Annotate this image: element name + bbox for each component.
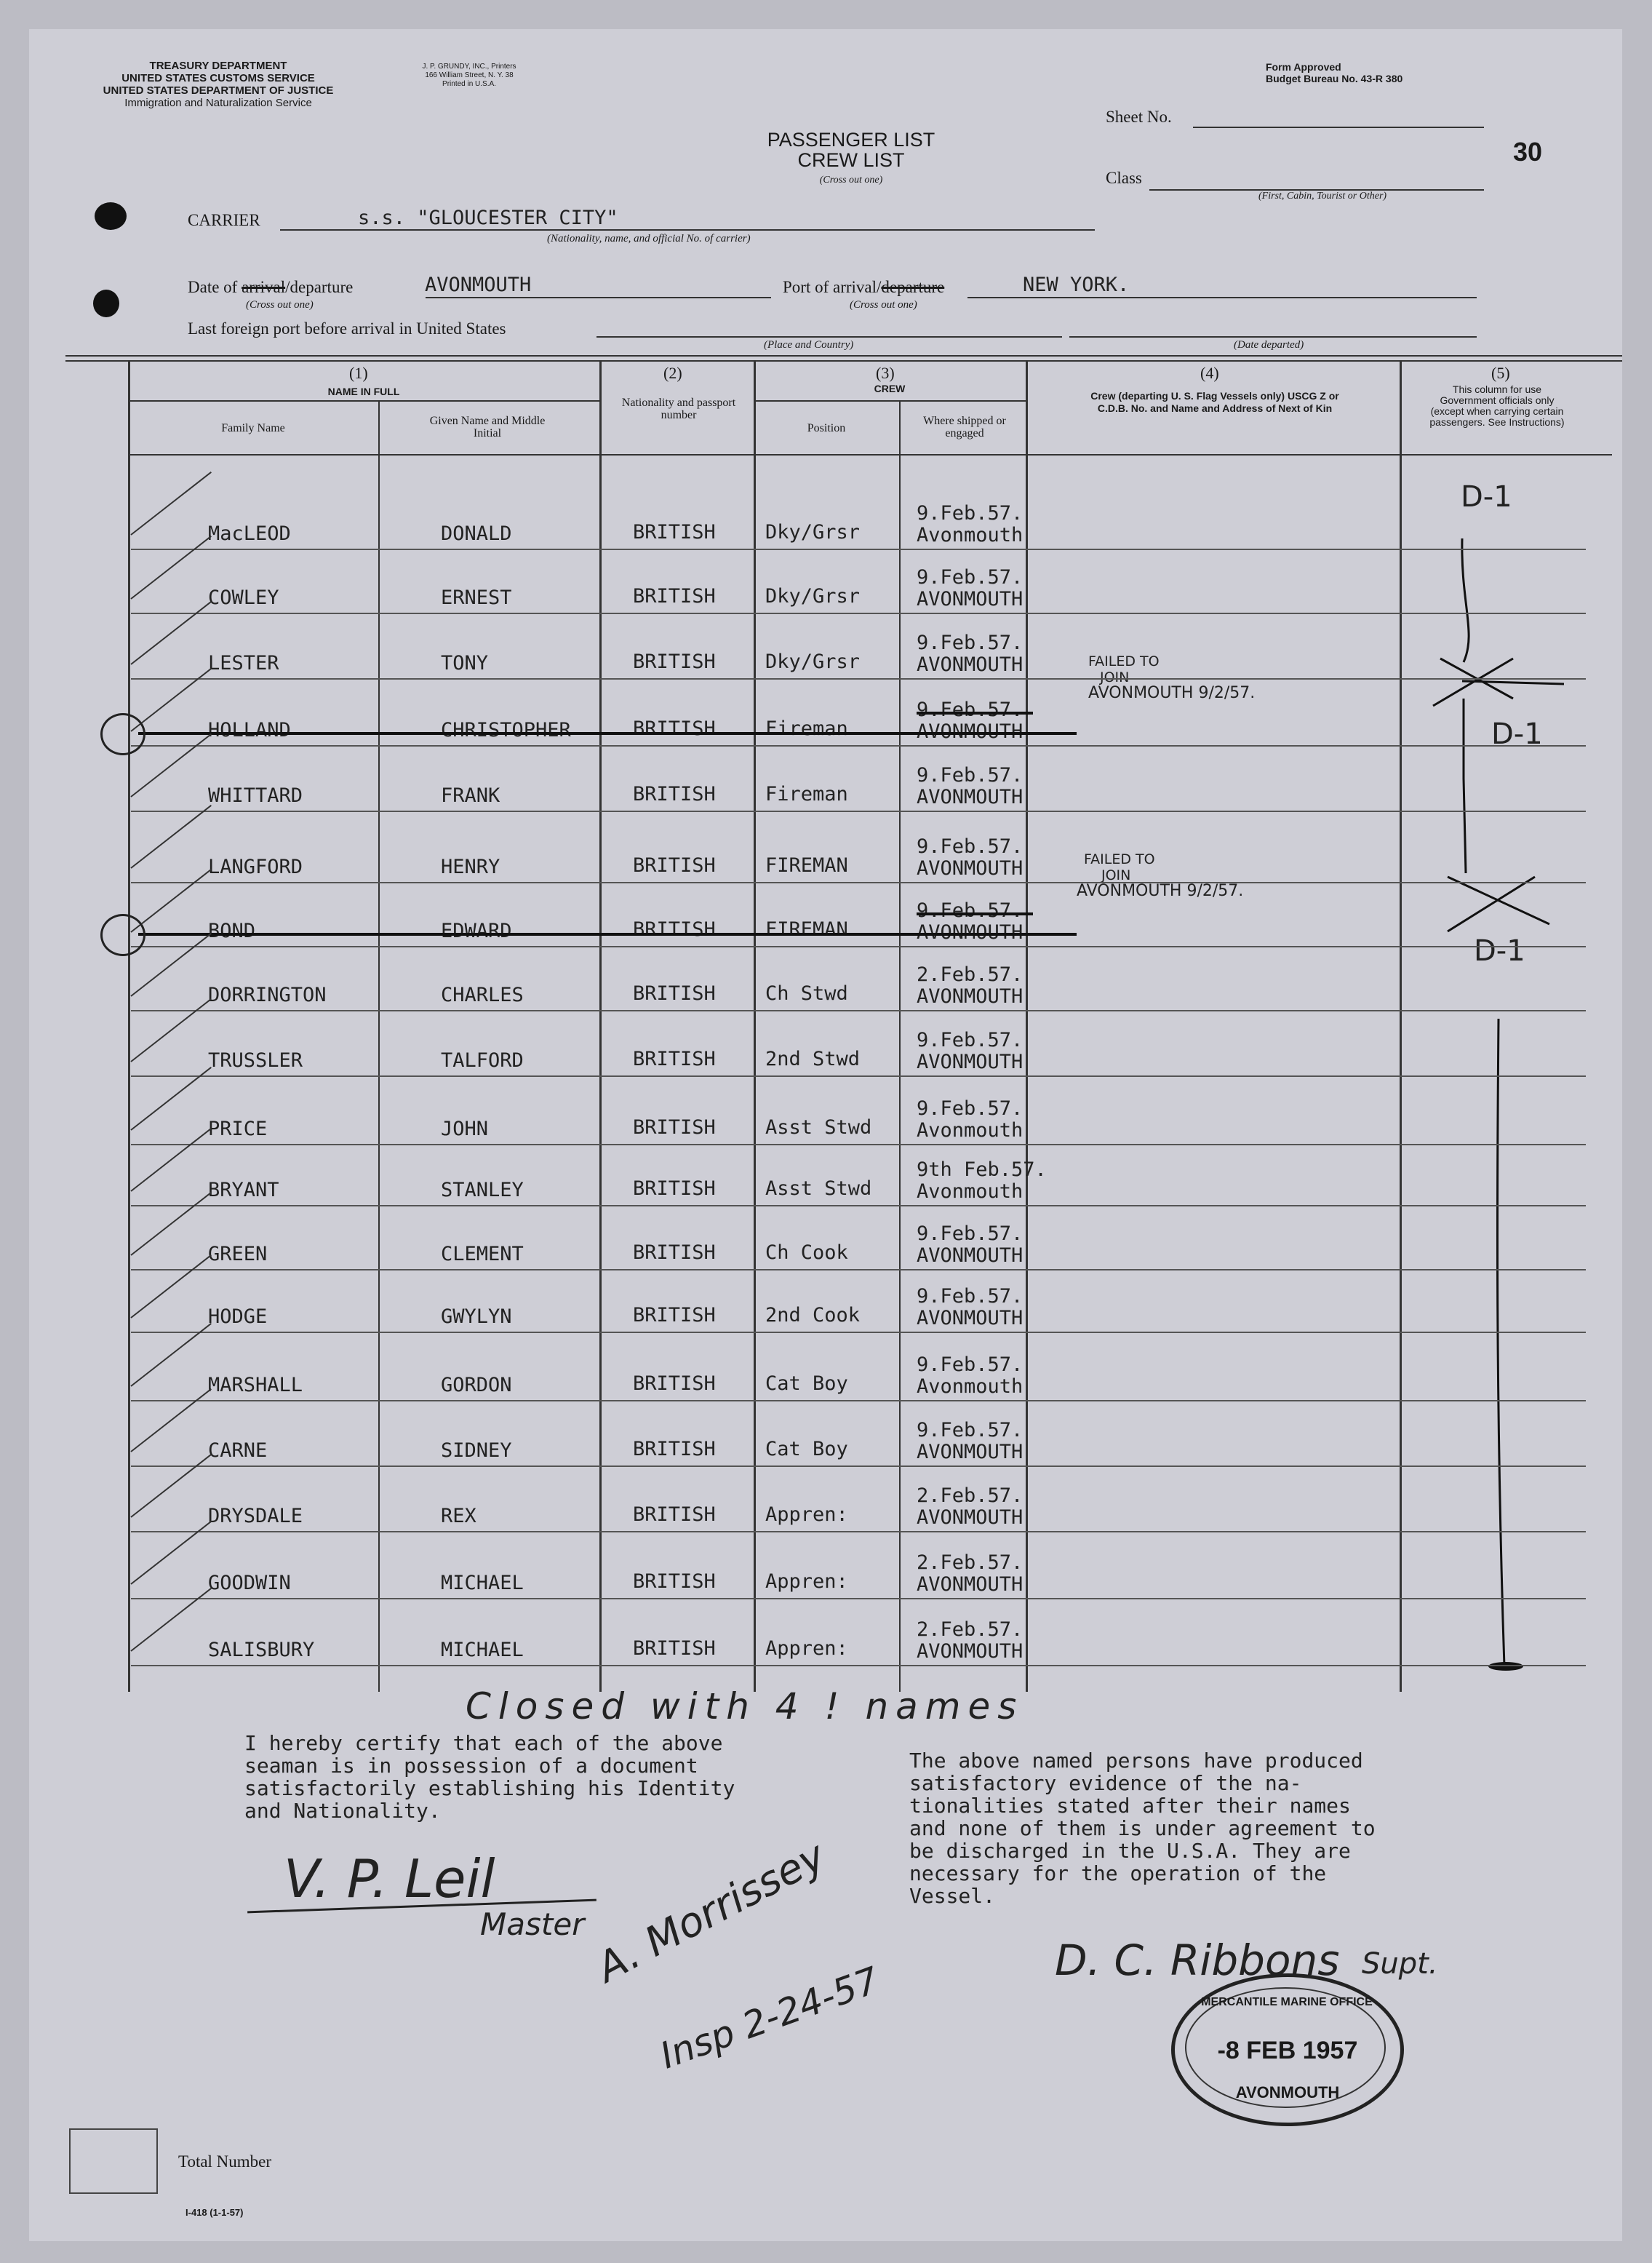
- port-label-text: Port of arrival/: [783, 278, 882, 296]
- bracket-end-mark: [1488, 1662, 1523, 1671]
- master-signature: V. P. Leil: [284, 1848, 495, 1909]
- family-name-cell: HOLLAND: [208, 719, 291, 741]
- table-column-line: [899, 400, 901, 1692]
- given-name-cell: DONALD: [441, 522, 512, 545]
- date-label-struck: arrival: [242, 278, 286, 296]
- table-row-line: [131, 1531, 1586, 1532]
- shipped-date-cell: 9.Feb.57.: [917, 835, 1023, 858]
- nationality-cell: BRITISH: [633, 1177, 716, 1200]
- nationality-cell: BRITISH: [633, 1637, 716, 1660]
- check-mark: [130, 1388, 212, 1452]
- circle-mark: [100, 914, 145, 956]
- port-label-struck: departure: [881, 278, 945, 296]
- date-label-prefix: Date of: [188, 278, 242, 296]
- family-name-cell: COWLEY: [208, 586, 279, 609]
- table-row-line: [131, 1075, 1586, 1077]
- port-note: (Cross out one): [850, 299, 917, 311]
- nationality-cell: BRITISH: [633, 783, 716, 806]
- where-header: Where shipped or engaged: [923, 415, 1006, 440]
- inspector-signature: A. Morrissey: [589, 1832, 834, 1992]
- bracket-line: [1497, 1019, 1504, 1666]
- x-cross-mark: [1462, 681, 1564, 684]
- table-column-line: [1026, 360, 1028, 1692]
- superintendent-title: Supt.: [1362, 1947, 1438, 1981]
- last-port-label: Last foreign port before arrival in United States: [188, 319, 506, 338]
- given-header: Given Name and Middle Initial: [429, 415, 546, 440]
- given-name-cell: CHRISTOPHER: [441, 719, 571, 741]
- form-approved-line: Budget Bureau No. 43-R 380: [1266, 73, 1403, 84]
- total-number-box[interactable]: [69, 2128, 158, 2194]
- shipped-place-cell: AVONMOUTH: [917, 720, 1023, 743]
- table-top-border: [65, 355, 1622, 357]
- shipped-date-cell: 2.Feb.57.: [917, 1618, 1023, 1641]
- failed-note: [1059, 653, 1255, 701]
- nationality-cell: BRITISH: [633, 982, 716, 1005]
- total-label: Total Number: [178, 2152, 272, 2171]
- given-name-cell: SIDNEY: [441, 1439, 512, 1462]
- nationality-cell: BRITISH: [633, 585, 716, 608]
- carrier-underline: [280, 229, 1095, 231]
- header-divider: [754, 400, 1026, 402]
- d1-mark: D-1: [1491, 717, 1543, 751]
- position-cell: Dky/Grsr: [765, 521, 861, 544]
- last-port-underline: [596, 336, 1062, 338]
- col2-number: (2): [663, 364, 682, 382]
- crew-list-form: [29, 29, 1622, 2241]
- position-cell: Asst Stwd: [765, 1116, 872, 1139]
- shipped-date-cell: 9.Feb.57.: [917, 566, 1023, 589]
- agency-block: [51, 60, 386, 109]
- position-cell: Fireman: [765, 783, 848, 806]
- position-cell: 2nd Cook: [765, 1304, 861, 1327]
- date-label: [188, 278, 353, 297]
- place-note: (Place and Country): [764, 339, 854, 351]
- sheet-underline: [1193, 127, 1484, 128]
- strike-through-line: [917, 712, 1033, 715]
- class-label: Class: [1106, 169, 1142, 187]
- check-mark: [130, 998, 212, 1062]
- class-note: (First, Cabin, Tourist or Other): [1258, 191, 1387, 202]
- given-name-cell: FRANK: [441, 784, 500, 807]
- nationality-cell: BRITISH: [633, 1438, 716, 1460]
- form-number: I-418 (1-1-57): [185, 2207, 244, 2218]
- family-name-cell: BRYANT: [208, 1179, 279, 1201]
- position-cell: Dky/Grsr: [765, 651, 861, 673]
- position-cell: Ch Cook: [765, 1241, 848, 1264]
- table-row-line: [131, 549, 1586, 550]
- failed-note-line: FAILED TO: [1084, 851, 1155, 867]
- printer-line: J. P. GRUNDY, INC., Printers: [422, 63, 516, 71]
- position-cell: Appren:: [765, 1570, 848, 1593]
- shipped-date-cell: 2.Feb.57.: [917, 1551, 1023, 1574]
- family-name-cell: LESTER: [208, 652, 279, 675]
- position-cell: Appren:: [765, 1503, 848, 1526]
- stamp-top-text: MERCANTILE MARINE OFFICE: [1201, 1996, 1373, 2008]
- family-name-cell: DORRINGTON: [208, 984, 327, 1006]
- family-name-cell: TRUSSLER: [208, 1049, 303, 1072]
- check-mark: [130, 1192, 212, 1256]
- family-name-cell: DRYSDALE: [208, 1505, 303, 1527]
- agency-line: UNITED STATES DEPARTMENT OF JUSTICE: [103, 84, 334, 97]
- date-value: AVONMOUTH: [425, 274, 532, 296]
- strike-through-line: [138, 933, 1077, 936]
- circle-mark: [100, 713, 145, 755]
- position-cell: Cat Boy: [765, 1372, 848, 1395]
- table-top-border: [65, 360, 1622, 362]
- family-name-cell: MARSHALL: [208, 1374, 303, 1396]
- date-label-suffix: /departure: [285, 278, 354, 296]
- given-name-cell: REX: [441, 1505, 476, 1527]
- shipped-place-cell: AVONMOUTH: [917, 653, 1023, 676]
- col3-number: (3): [876, 364, 895, 382]
- failed-note-line: JOIN: [1100, 669, 1130, 685]
- shipped-date-cell: 9th Feb.57.: [917, 1158, 1047, 1181]
- nationality-cell: BRITISH: [633, 1503, 716, 1526]
- check-mark: [130, 472, 212, 536]
- printer-line: 166 William Street, N. Y. 38: [425, 71, 514, 79]
- table-row-line: [131, 1665, 1586, 1666]
- given-name-cell: STANLEY: [441, 1179, 524, 1201]
- date-departed-note: (Date departed): [1234, 339, 1304, 351]
- header-bottom-line: [128, 454, 1612, 456]
- shipped-place-cell: AVONMOUTH: [917, 1307, 1023, 1329]
- date-underline: [426, 297, 771, 298]
- shipped-date-cell: 9.Feb.57.: [917, 632, 1023, 654]
- officer-certification: The above named persons have produced satisfactory evidence of the na- tionalities stated after their names and none of them is under agreement to be discharged in the U.S.A. They are necessary for the operation of the Vessel.: [909, 1749, 1376, 1908]
- port-label: [783, 278, 944, 297]
- check-mark: [130, 601, 212, 665]
- col4-title: Crew (departing U. S. Flag Vessels only) USCG Z or C.D.B. No. and Name and Address of Next of Kin: [1090, 390, 1339, 414]
- shipped-date-cell: 2.Feb.57.: [917, 963, 1023, 986]
- inspector-note: Insp 2-24-57: [655, 1959, 885, 2077]
- table-row-line: [131, 1465, 1586, 1467]
- given-name-cell: HENRY: [441, 856, 500, 878]
- shipped-place-cell: Avonmouth: [917, 1375, 1023, 1398]
- family-name-cell: PRICE: [208, 1118, 268, 1140]
- carrier-value: s.s. "GLOUCESTER CITY": [358, 207, 618, 229]
- failed-note-line: AVONMOUTH 9/2/57.: [1088, 684, 1256, 702]
- position-cell: Ch Stwd: [765, 982, 848, 1005]
- shipped-place-cell: AVONMOUTH: [917, 1640, 1023, 1663]
- check-mark: [130, 1254, 212, 1319]
- bracket-line: [1464, 699, 1466, 873]
- strike-through-line: [917, 912, 1033, 915]
- printer-line: Printed in U.S.A.: [442, 80, 496, 88]
- table-row-line: [131, 1269, 1586, 1270]
- bracket-line: [1462, 538, 1469, 662]
- position-cell: FIREMAN: [765, 918, 848, 941]
- position-cell: Cat Boy: [765, 1438, 848, 1460]
- nationality-cell: BRITISH: [633, 854, 716, 877]
- agency-line: Immigration and Naturalization Service: [124, 97, 312, 109]
- table-column-line: [128, 360, 130, 1692]
- form-approved-line: Form Approved: [1266, 61, 1341, 73]
- family-name-cell: CARNE: [208, 1439, 268, 1462]
- table-row-line: [131, 1010, 1586, 1011]
- position-header: Position: [807, 422, 846, 434]
- nationality-cell: BRITISH: [633, 918, 716, 941]
- nationality-cell: BRITISH: [633, 717, 716, 740]
- office-stamp: [1171, 1973, 1404, 2126]
- nationality-cell: BRITISH: [633, 1241, 716, 1264]
- table-row-line: [131, 678, 1586, 680]
- family-header: Family Name: [221, 422, 285, 434]
- table-row-line: [131, 946, 1586, 947]
- shipped-place-cell: AVONMOUTH: [917, 857, 1023, 880]
- column5-annotations: [1404, 458, 1615, 1695]
- given-name-cell: JOHN: [441, 1118, 489, 1140]
- failed-note: [1048, 851, 1243, 899]
- position-cell: 2nd Stwd: [765, 1048, 861, 1070]
- table-column-line: [378, 400, 380, 1692]
- carrier-note: (Nationality, name, and official No. of carrier): [547, 233, 751, 244]
- punch-hole: [93, 290, 119, 317]
- table-row-line: [131, 1598, 1586, 1599]
- position-cell: Asst Stwd: [765, 1177, 872, 1200]
- table-row-line: [131, 745, 1586, 747]
- check-mark: [130, 536, 212, 600]
- shipped-place-cell: AVONMOUTH: [917, 1506, 1023, 1529]
- family-name-cell: LANGFORD: [208, 856, 303, 878]
- master-certification: I hereby certify that each of the above seaman is in possession of a document satisfactorily establishing his Identity and Nationality.: [244, 1731, 735, 1823]
- family-name-cell: WHITTARD: [208, 784, 303, 807]
- carrier-label: CARRIER: [188, 211, 260, 229]
- shipped-date-cell: 9.Feb.57.: [917, 1097, 1023, 1120]
- stamp-bottom-text: AVONMOUTH: [1235, 2083, 1340, 2101]
- strike-through-line: [138, 732, 1077, 735]
- shipped-date-cell: 9.Feb.57.: [917, 699, 1023, 721]
- given-name-cell: ERNEST: [441, 586, 512, 609]
- sheet-number: 30: [1513, 137, 1543, 167]
- given-name-cell: MICHAEL: [441, 1572, 524, 1594]
- position-cell: Fireman: [765, 717, 848, 740]
- port-underline: [967, 297, 1477, 298]
- given-name-cell: GWYLYN: [441, 1305, 512, 1328]
- failed-note-line: FAILED TO: [1088, 653, 1160, 669]
- col4-number: (4): [1200, 364, 1219, 382]
- date-note: (Cross out one): [246, 299, 314, 311]
- shipped-place-cell: AVONMOUTH: [917, 588, 1023, 611]
- given-name-cell: GORDON: [441, 1374, 512, 1396]
- failed-note-line: AVONMOUTH 9/2/57.: [1077, 882, 1244, 900]
- shipped-place-cell: AVONMOUTH: [917, 786, 1023, 808]
- family-name-cell: BOND: [208, 920, 256, 942]
- nationality-cell: BRITISH: [633, 1116, 716, 1139]
- nationality-cell: BRITISH: [633, 1372, 716, 1395]
- d1-mark: D-1: [1461, 480, 1512, 514]
- shipped-place-cell: AVONMOUTH: [917, 921, 1023, 944]
- shipped-place-cell: AVONMOUTH: [917, 985, 1023, 1008]
- form-approved-block: [1266, 61, 1402, 84]
- table-row-line: [131, 811, 1586, 812]
- table-row-line: [131, 1144, 1586, 1145]
- failed-note-line: JOIN: [1101, 867, 1131, 883]
- sheet-label: Sheet No.: [1106, 108, 1172, 126]
- table-column-line: [1400, 360, 1402, 1692]
- header-divider: [128, 400, 599, 402]
- position-cell: FIREMAN: [765, 854, 848, 877]
- shipped-date-cell: 9.Feb.57.: [917, 1285, 1023, 1308]
- given-name-cell: CLEMENT: [441, 1243, 524, 1265]
- position-cell: Dky/Grsr: [765, 585, 861, 608]
- nationality-cell: BRITISH: [633, 521, 716, 544]
- agency-line: TREASURY DEPARTMENT: [149, 60, 287, 72]
- col3-title: CREW: [874, 383, 906, 394]
- shipped-date-cell: 9.Feb.57.: [917, 1419, 1023, 1441]
- table-row-line: [131, 1332, 1586, 1333]
- x-cross-mark: [1448, 877, 1535, 931]
- nationality-cell: BRITISH: [633, 1570, 716, 1593]
- shipped-place-cell: AVONMOUTH: [917, 1573, 1023, 1596]
- table-row-line: [131, 1205, 1586, 1206]
- check-mark: [130, 1454, 212, 1518]
- given-name-cell: EDWARD: [441, 920, 512, 942]
- shipped-place-cell: AVONMOUTH: [917, 1244, 1023, 1267]
- check-mark: [130, 1128, 212, 1192]
- col2-title: Nationality and passport number: [621, 397, 736, 421]
- given-name-cell: TONY: [441, 652, 489, 675]
- closed-note: Closed with 4 ! names: [466, 1685, 1024, 1727]
- shipped-place-cell: AVONMOUTH: [917, 1441, 1023, 1463]
- nationality-cell: BRITISH: [633, 651, 716, 673]
- shipped-date-cell: 2.Feb.57.: [917, 1484, 1023, 1507]
- table-row-line: [131, 613, 1586, 614]
- table-row-line: [131, 882, 1586, 883]
- agency-line: UNITED STATES CUSTOMS SERVICE: [121, 72, 315, 84]
- title-block: [720, 130, 982, 191]
- superintendent-signature: D. C. Ribbons: [1055, 1936, 1340, 1985]
- col1-number: (1): [349, 364, 368, 382]
- table-row-line: [131, 1400, 1586, 1401]
- family-name-cell: GREEN: [208, 1243, 268, 1265]
- stamp-date: -8 FEB 1957: [1217, 2037, 1358, 2064]
- title-passenger: PASSENGER LIST: [767, 129, 935, 151]
- check-mark: [130, 869, 212, 933]
- port-value: NEW YORK.: [1023, 274, 1130, 296]
- check-mark: [130, 805, 212, 869]
- family-name-cell: SALISBURY: [208, 1639, 315, 1661]
- family-name-cell: MacLEOD: [208, 522, 291, 545]
- shipped-date-cell: 9.Feb.57.: [917, 1353, 1023, 1376]
- d1-mark: D-1: [1474, 934, 1525, 968]
- master-title: Master: [480, 1906, 585, 1942]
- col5-title: This column for use Government officials only (except when carrying certain passengers. See Instructions): [1429, 383, 1565, 428]
- family-name-cell: HODGE: [208, 1305, 268, 1328]
- table-column-line: [754, 360, 756, 1692]
- col1-title: NAME IN FULL: [327, 386, 400, 397]
- title-note: (Cross out one): [819, 175, 883, 186]
- shipped-place-cell: Avonmouth: [917, 1180, 1023, 1203]
- shipped-date-cell: 9.Feb.57.: [917, 502, 1023, 525]
- position-cell: Appren:: [765, 1637, 848, 1660]
- nationality-cell: BRITISH: [633, 1304, 716, 1327]
- title-crew: CREW LIST: [797, 149, 905, 171]
- shipped-date-cell: 9.Feb.57.: [917, 1029, 1023, 1051]
- shipped-place-cell: Avonmouth: [917, 524, 1023, 546]
- printer-block: [393, 63, 546, 89]
- shipped-date-cell: 9.Feb.57.: [917, 1222, 1023, 1245]
- shipped-place-cell: AVONMOUTH: [917, 1051, 1023, 1073]
- shipped-place-cell: Avonmouth: [917, 1119, 1023, 1142]
- punch-hole: [95, 202, 127, 230]
- table-column-line: [599, 360, 602, 1692]
- given-name-cell: TALFORD: [441, 1049, 524, 1072]
- shipped-date-cell: 9.Feb.57.: [917, 899, 1023, 922]
- nationality-cell: BRITISH: [633, 1048, 716, 1070]
- shipped-date-cell: 9.Feb.57.: [917, 764, 1023, 787]
- date-departed-underline: [1069, 336, 1477, 338]
- family-name-cell: GOODWIN: [208, 1572, 291, 1594]
- given-name-cell: MICHAEL: [441, 1639, 524, 1661]
- given-name-cell: CHARLES: [441, 984, 524, 1006]
- col5-number: (5): [1491, 364, 1510, 382]
